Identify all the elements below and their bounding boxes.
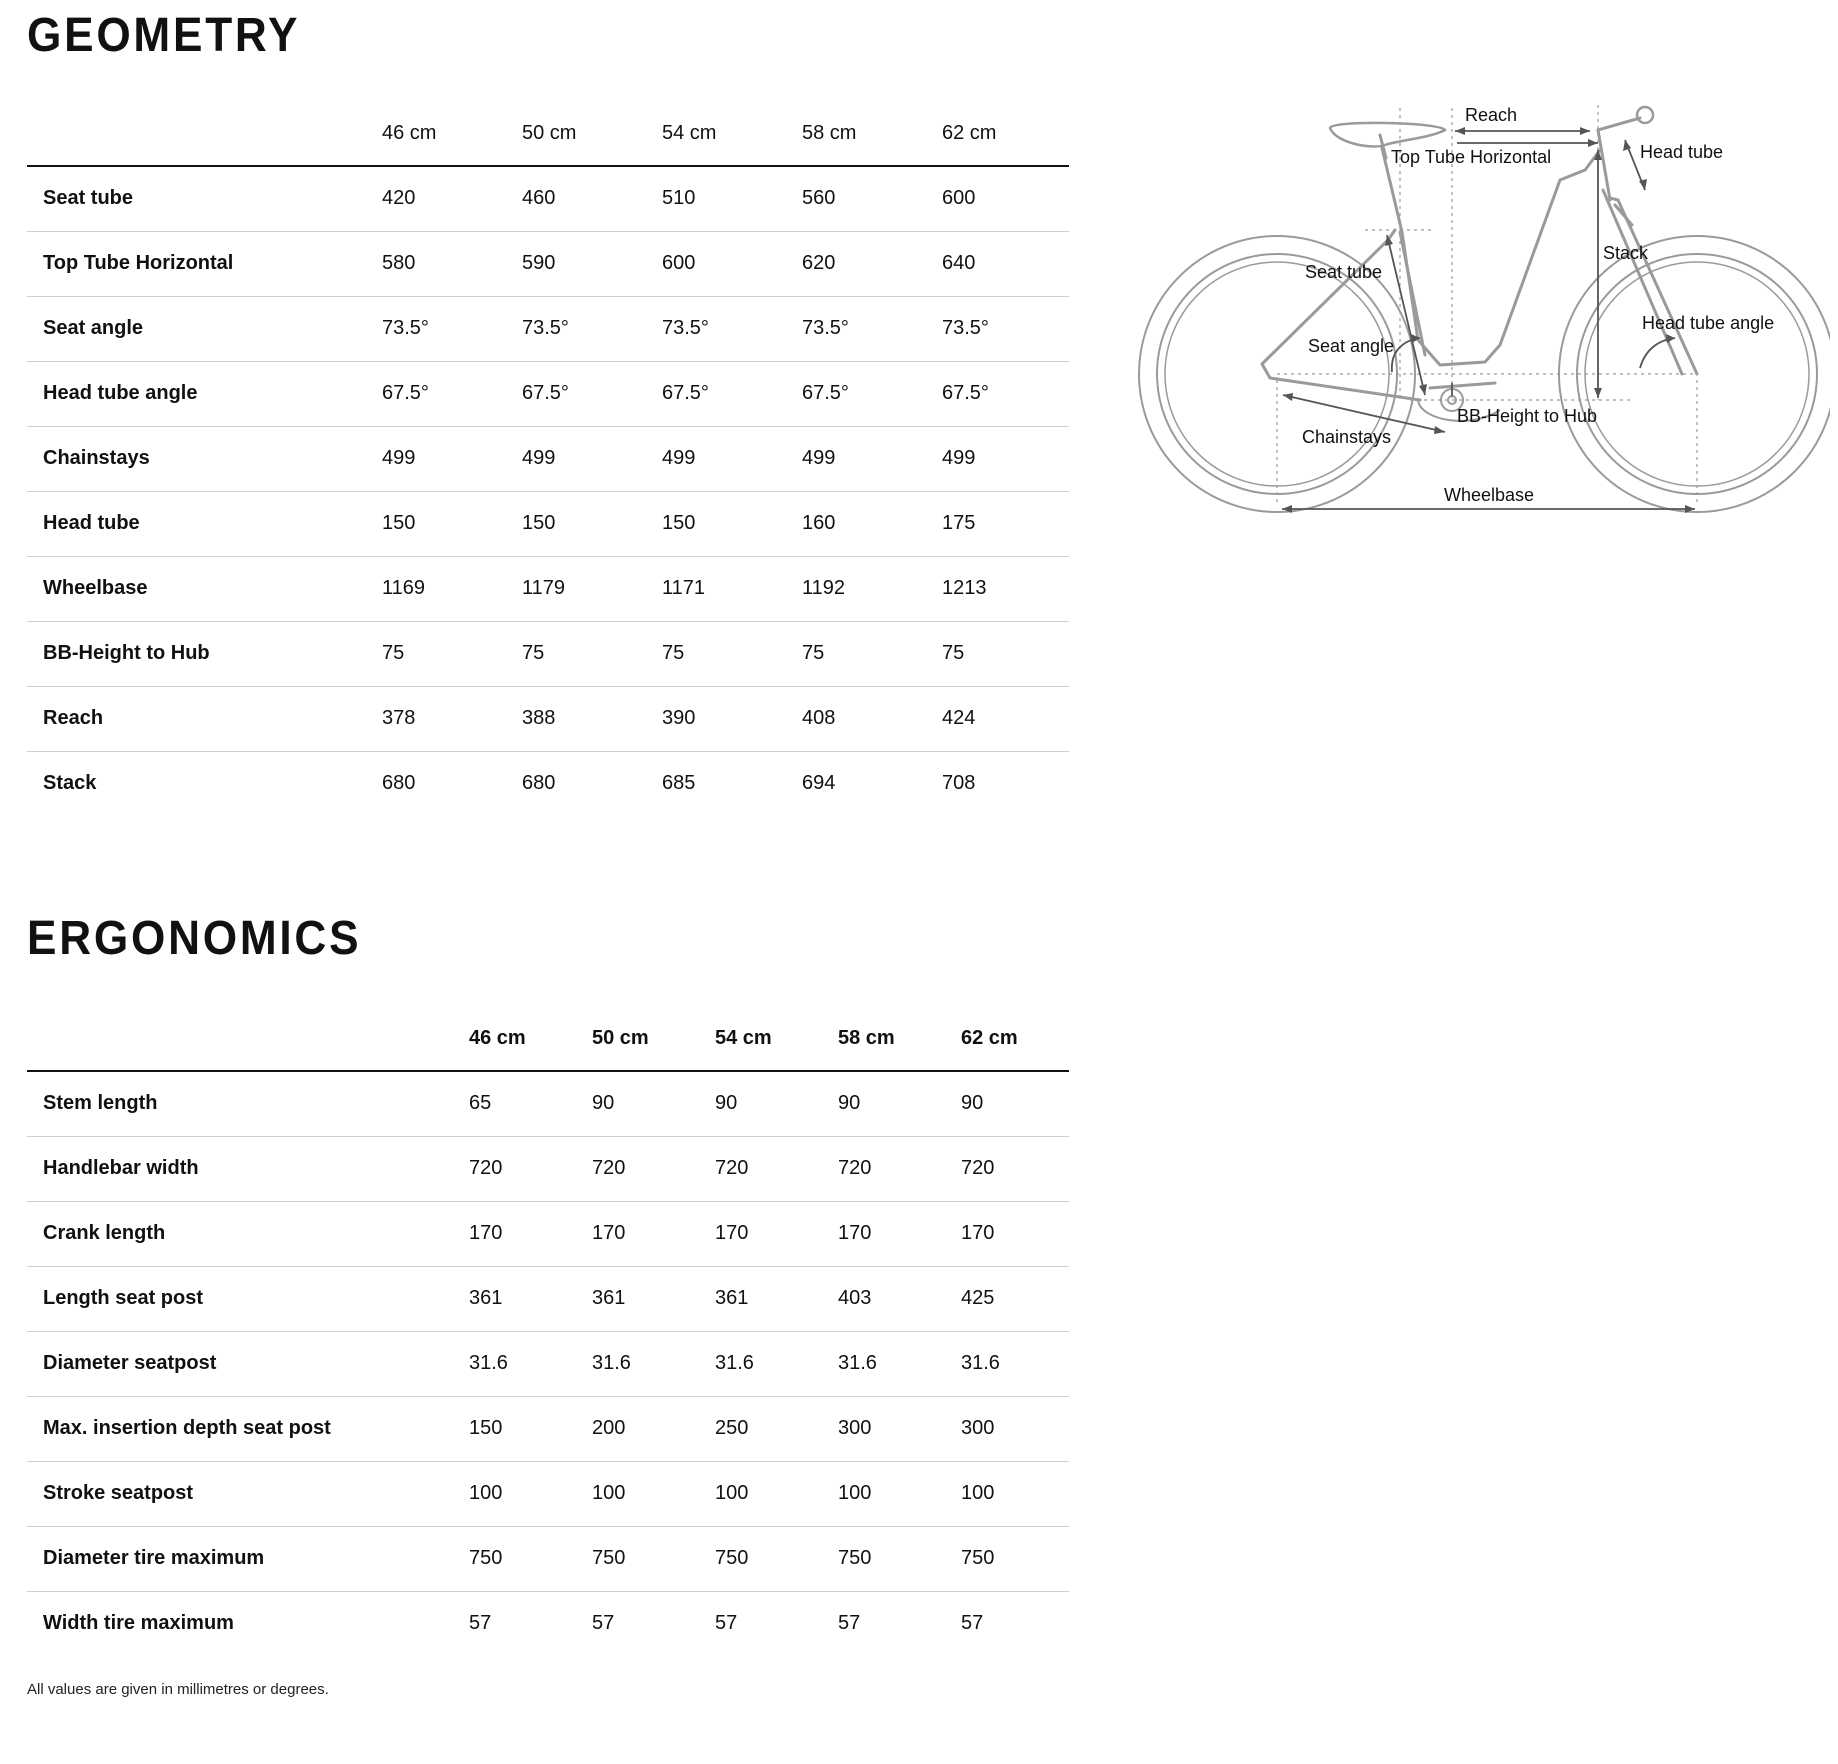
table-row [27, 231, 1069, 296]
column-header: 46 cm [469, 1007, 592, 1071]
row-label: Head tube [43, 512, 140, 534]
table-cell: 361 [715, 1287, 749, 1309]
table-cell: 694 [802, 772, 836, 795]
diagram-label-bb-height: BB-Height to Hub [1457, 406, 1598, 426]
table-row [27, 166, 1069, 231]
column-header: 46 cm [382, 102, 522, 166]
saddle [1330, 123, 1445, 147]
geometry-title: GEOMETRY [27, 9, 301, 62]
table-cell: 100 [469, 1482, 503, 1504]
table-row [27, 556, 1069, 621]
table-cell: 680 [382, 772, 416, 795]
table-cell: 425 [961, 1287, 995, 1309]
table-cell: 300 [838, 1417, 872, 1439]
table-cell: 65 [469, 1092, 492, 1115]
table-cell: 100 [592, 1482, 626, 1504]
row-label: Length seat post [43, 1287, 204, 1309]
row-label: Diameter seatpost [43, 1352, 217, 1374]
table-cell: 460 [522, 187, 556, 210]
table-cell: 150 [662, 512, 696, 534]
table-cell: 720 [838, 1157, 872, 1179]
row-label: Stem length [43, 1092, 158, 1115]
table-cell: 67.5° [382, 382, 429, 404]
row-label: Diameter tire maximum [43, 1547, 265, 1569]
table-cell: 499 [662, 447, 696, 469]
table-cell: 600 [942, 187, 976, 210]
table-cell: 90 [592, 1092, 615, 1115]
table-cell: 67.5° [662, 382, 709, 404]
table-cell: 720 [592, 1157, 626, 1179]
diagram-label-seat-tube: Seat tube [1305, 262, 1383, 282]
table-cell: 57 [592, 1612, 615, 1635]
table-cell: 708 [942, 772, 976, 795]
table-row [27, 491, 1069, 556]
row-label: Seat angle [43, 317, 144, 339]
row-label: Reach [43, 707, 104, 729]
table-cell: 31.6 [592, 1352, 631, 1374]
column-header [27, 1007, 469, 1071]
table-cell: 499 [802, 447, 836, 469]
table-cell: 160 [802, 512, 836, 534]
diagram-label-seat-angle: Seat angle [1308, 336, 1395, 356]
table-cell: 600 [662, 252, 696, 274]
table-cell: 100 [838, 1482, 872, 1504]
diagram-label-head-tube-angle: Head tube angle [1642, 313, 1775, 333]
table-cell: 100 [715, 1482, 749, 1504]
geometry-table [27, 102, 1069, 816]
table-cell: 1192 [802, 577, 846, 599]
column-header [27, 102, 382, 166]
table-cell: 580 [382, 252, 416, 274]
table-row [27, 1201, 1069, 1266]
table-cell: 1169 [382, 577, 426, 599]
table-cell: 420 [382, 187, 416, 210]
table-header-row [27, 102, 1069, 166]
table-cell: 640 [942, 252, 976, 274]
row-label: BB-Height to Hub [43, 642, 210, 664]
table-cell: 378 [382, 707, 416, 729]
bike-geometry-diagram [1130, 95, 1830, 525]
table-row [27, 361, 1069, 426]
table-cell: 170 [838, 1222, 872, 1244]
table-row [27, 1396, 1069, 1461]
table-cell: 499 [522, 447, 556, 469]
table-cell: 170 [961, 1222, 995, 1244]
table-cell: 750 [961, 1547, 995, 1569]
table-cell: 90 [838, 1092, 861, 1115]
table-cell: 73.5° [522, 317, 569, 339]
table-cell: 100 [961, 1482, 995, 1504]
row-label: Head tube angle [43, 382, 198, 404]
table-cell: 73.5° [802, 317, 849, 339]
table-cell: 300 [961, 1417, 995, 1439]
table-cell: 424 [942, 707, 976, 729]
table-row [27, 296, 1069, 361]
table-cell: 31.6 [469, 1352, 508, 1374]
row-label: Seat tube [43, 187, 134, 210]
column-header: 54 cm [662, 102, 802, 166]
measurement-arrows [1282, 131, 1695, 509]
table-cell: 57 [838, 1612, 861, 1635]
table-cell: 499 [942, 447, 976, 469]
table-cell: 388 [522, 707, 556, 729]
table-cell: 57 [961, 1612, 984, 1635]
table-cell: 73.5° [662, 317, 709, 339]
table-cell: 31.6 [961, 1352, 1000, 1374]
row-label: Handlebar width [43, 1157, 199, 1179]
table-cell: 720 [715, 1157, 749, 1179]
table-cell: 75 [802, 642, 825, 664]
table-cell: 150 [522, 512, 556, 534]
table-cell: 67.5° [802, 382, 849, 404]
table-cell: 57 [469, 1612, 492, 1635]
table-cell: 170 [469, 1222, 503, 1244]
column-header: 62 cm [961, 1007, 1069, 1071]
table-cell: 720 [469, 1157, 503, 1179]
table-row [27, 1331, 1069, 1396]
ergonomics-title: ERGONOMICS [27, 912, 362, 965]
table-cell: 90 [961, 1092, 984, 1115]
table-row [27, 1461, 1069, 1526]
table-row [27, 1136, 1069, 1201]
row-label: Stack [43, 772, 97, 795]
table-cell: 31.6 [838, 1352, 877, 1374]
column-header: 58 cm [838, 1007, 961, 1071]
table-cell: 750 [838, 1547, 872, 1569]
table-cell: 403 [838, 1287, 872, 1309]
table-cell: 90 [715, 1092, 738, 1115]
column-header: 54 cm [715, 1007, 838, 1071]
row-label: Top Tube Horizontal [43, 252, 234, 274]
table-cell: 620 [802, 252, 836, 274]
table-cell: 750 [469, 1547, 503, 1569]
table-cell: 1171 [662, 577, 706, 599]
table-cell: 499 [382, 447, 416, 469]
column-header: 50 cm [522, 102, 662, 166]
table-cell: 170 [715, 1222, 749, 1244]
diagram-label-top-tube: Top Tube Horizontal [1391, 147, 1552, 167]
table-cell: 67.5° [522, 382, 569, 404]
table-cell: 250 [715, 1417, 749, 1439]
row-label: Max. insertion depth seat post [43, 1417, 331, 1439]
table-cell: 408 [802, 707, 836, 729]
table-cell: 1179 [522, 577, 566, 599]
table-cell: 361 [592, 1287, 626, 1309]
table-cell: 75 [382, 642, 405, 664]
table-cell: 75 [662, 642, 685, 664]
row-label: Stroke seatpost [43, 1482, 194, 1504]
table-row [27, 426, 1069, 491]
diagram-label-chainstays: Chainstays [1302, 427, 1392, 447]
table-cell: 685 [662, 772, 696, 795]
table-row [27, 751, 1069, 816]
table-cell: 200 [592, 1417, 626, 1439]
table-cell: 57 [715, 1612, 738, 1635]
table-cell: 75 [522, 642, 545, 664]
table-row [27, 686, 1069, 751]
diagram-label-head-tube: Head tube [1640, 142, 1724, 162]
table-cell: 150 [382, 512, 416, 534]
table-cell: 73.5° [382, 317, 429, 339]
table-cell: 750 [715, 1547, 749, 1569]
table-cell: 510 [662, 187, 696, 210]
table-cell: 170 [592, 1222, 626, 1244]
diagram-label-stack: Stack [1603, 243, 1649, 263]
table-cell: 361 [469, 1287, 503, 1309]
table-header-row [27, 1007, 1069, 1071]
table-cell: 720 [961, 1157, 995, 1179]
table-cell: 67.5° [942, 382, 989, 404]
arrow-heads [1282, 127, 1695, 513]
column-header: 62 cm [942, 102, 1069, 166]
table-row [27, 1266, 1069, 1331]
table-cell: 31.6 [715, 1352, 754, 1374]
table-row [27, 1071, 1069, 1136]
handlebar-end [1637, 107, 1653, 123]
table-row [27, 621, 1069, 686]
table-cell: 390 [662, 707, 696, 729]
table-cell: 73.5° [942, 317, 989, 339]
table-cell: 75 [942, 642, 965, 664]
row-label: Width tire maximum [43, 1612, 234, 1635]
column-header: 58 cm [802, 102, 942, 166]
row-label: Wheelbase [43, 577, 148, 599]
table-cell: 750 [592, 1547, 626, 1569]
diagram-label-wheelbase: Wheelbase [1444, 485, 1535, 505]
row-label: Chainstays [43, 447, 150, 469]
ergonomics-table [27, 1007, 1069, 1656]
table-cell: 590 [522, 252, 556, 274]
table-row [27, 1591, 1069, 1656]
table-cell: 680 [522, 772, 556, 795]
table-cell: 175 [942, 512, 976, 534]
footnote: All values are given in millimetres or degrees. [27, 1681, 329, 1698]
diagram-label-reach: Reach [1465, 105, 1518, 125]
column-header: 50 cm [592, 1007, 715, 1071]
table-cell: 150 [469, 1417, 503, 1439]
row-label: Crank length [43, 1222, 166, 1244]
table-cell: 1213 [942, 577, 987, 599]
table-cell: 560 [802, 187, 836, 210]
table-row [27, 1526, 1069, 1591]
